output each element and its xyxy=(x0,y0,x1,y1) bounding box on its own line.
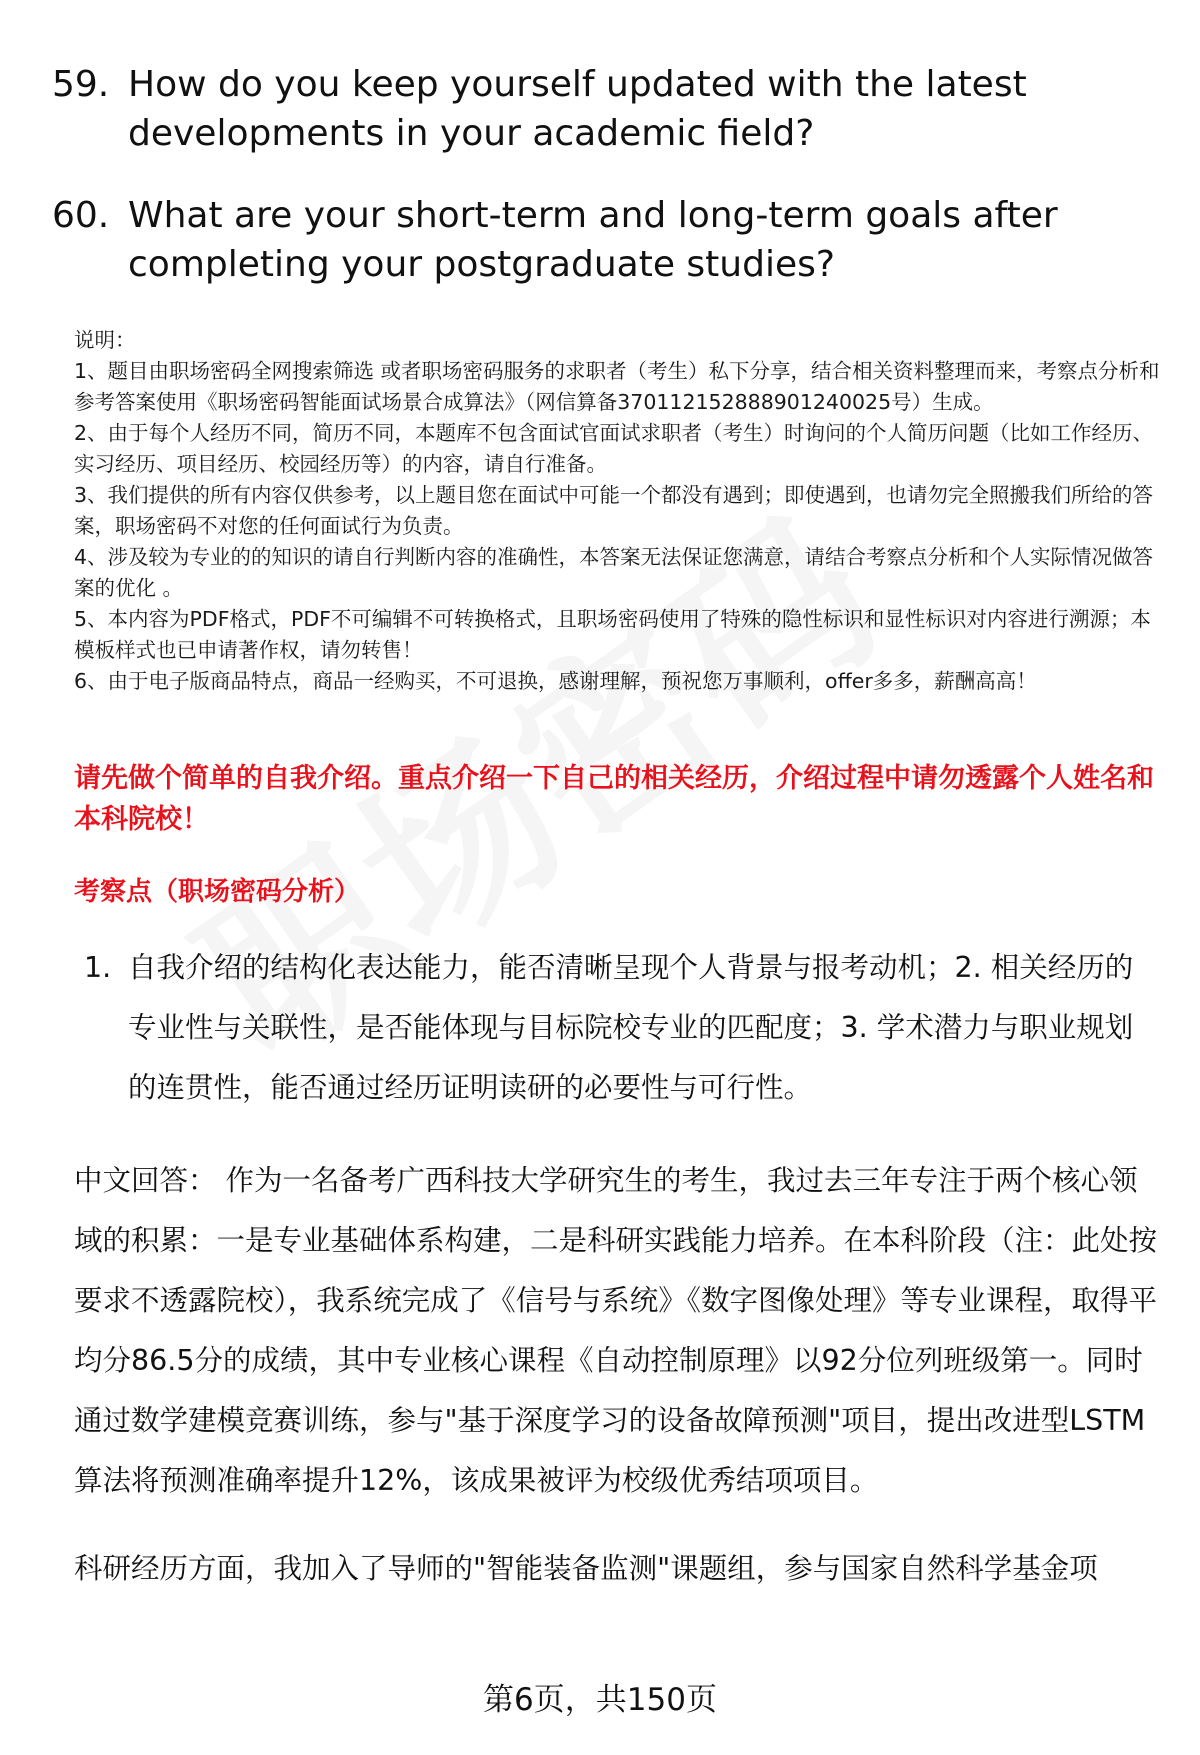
note-item: 3、我们提供的所有内容仅供参考，以上题目您在面试中可能一个都没有遇到；即使遇到，也请勿完全照搬我们所给的答案，职场密码不对您的任何面试行为负责。 xyxy=(74,483,1154,538)
note-item: 4、涉及较为专业的的知识的请自行判断内容的准确性，本答案无法保证您满意，请结合考察点分析和个人实际情况做答案的优化 。 xyxy=(74,545,1154,600)
note-item: 2、由于每个人经历不同，简历不同，本题库不包含面试官面试求职者（考生）时询问的个人简历问题（比如工作经历、实习经历、项目经历、校园经历等）的内容，请自行准备。 xyxy=(74,421,1154,476)
page-footer: 第6页，共150页 xyxy=(483,1682,717,1718)
question-item xyxy=(52,191,1152,289)
answer-section xyxy=(74,1151,1159,1599)
analysis-text: 自我介绍的结构化表达能力，能否清晰呈现个人背景与报考动机；2. 相关经历的专业性与关联性，是否能体现与目标院校专业的匹配度；3. 学术潜力与职业规划的连贯性，能否通过经历证明读研的必要性与可行性。 xyxy=(128,951,1134,1104)
question-number: 60. xyxy=(52,195,110,236)
analysis-number: 1. xyxy=(84,951,112,984)
question-list xyxy=(52,60,1152,322)
analysis-list xyxy=(84,938,1154,1118)
notes-heading: 说明： xyxy=(74,328,136,352)
answer-paragraph: 科研经历方面，我加入了导师的"智能装备监测"课题组，参与国家自然科学基金项 xyxy=(74,1552,1098,1585)
interview-question-title: 请先做个简单的自我介绍。重点介绍一下自己的相关经历，介绍过程中请勿透露个人姓名和本科院校！ xyxy=(74,763,1154,835)
notes-section xyxy=(74,325,1164,697)
question-number: 59. xyxy=(52,64,110,105)
question-text: How do you keep yourself updated with the latest developments in your academic field? xyxy=(128,64,1027,154)
note-item: 1、题目由职场密码全网搜索筛选 或者职场密码服务的求职者（考生）私下分享，结合相关资料整理而来，考察点分析和参考答案使用《职场密码智能面试场景合成算法》（网信算备370112152888901240025号）生成。 xyxy=(74,359,1160,414)
question-text: What are your short-term and long-term goals after completing your postgraduate studies? xyxy=(128,195,1058,285)
answer-paragraph: 中文回答： 作为一名备考广西科技大学研究生的考生，我过去三年专注于两个核心领域的积累：一是专业基础体系构建，二是科研实践能力培养。在本科阶段（注：此处按要求不透露院校），我系统完成了《信号与系统》《数字图像处理》等专业课程，取得平均分86.5分的成绩，其中专业核心课程《自动控制原理》以92分位列班级第一。同时通过数学建模竞赛训练，参与"基于深度学习的设备故障预测"项目，提出改进型LSTM算法将预测准确率提升12%，该成果被评为校级优秀结项项目。 xyxy=(74,1164,1158,1497)
question-item xyxy=(52,60,1152,158)
note-item: 6、由于电子版商品特点，商品一经购买，不可退换，感谢理解，预祝您万事顺利，offer多多，薪酬高高！ xyxy=(74,669,1037,693)
note-item: 5、本内容为PDF格式，PDF不可编辑不可转换格式，且职场密码使用了特殊的隐性标识和显性标识对内容进行溯源；本模板样式也已申请著作权，请勿转售！ xyxy=(74,607,1151,662)
analysis-heading: 考察点（职场密码分析） xyxy=(74,877,361,907)
